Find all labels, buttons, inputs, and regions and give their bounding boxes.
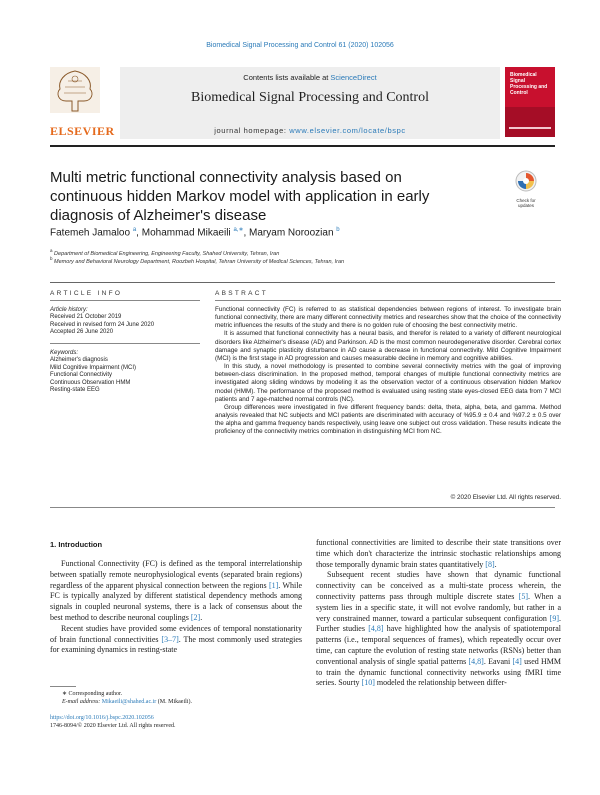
- homepage-label: journal homepage:: [214, 126, 287, 135]
- citation-link[interactable]: [4,8]: [468, 656, 484, 666]
- body-paragraph: [50, 559, 302, 624]
- citation-link[interactable]: [4,8]: [368, 624, 384, 634]
- body-paragraph: [316, 570, 561, 689]
- keyword: Functional Connectivity: [50, 372, 113, 379]
- body-paragraph: [50, 624, 302, 656]
- check-updates-line1: Check for: [516, 198, 536, 203]
- keyword: Alzheimer's diagnosis: [50, 357, 108, 364]
- body-text: . While FC is typically analyzed by different statistical dependency methods among signals in coupled neuronal systems, there is a lack of consensus about the best method to describe neuronal couplings: [50, 580, 302, 622]
- citation-link[interactable]: [9]: [549, 613, 559, 623]
- body-text: modeled the relationship between differ-: [374, 678, 507, 688]
- affiliation-marker: a: [50, 248, 53, 253]
- history-item: Received 21 October 2019: [50, 314, 122, 321]
- check-for-updates-icon: [515, 170, 537, 192]
- body-paragraph: [316, 538, 561, 570]
- cover-title: Biomedical Signal Processing and Control: [510, 72, 548, 96]
- corresponding-author-note: ∗ Corresponding author.: [62, 691, 123, 697]
- email-footnote: [62, 698, 312, 706]
- body-text: Functional Connectivity (FC) is defined as the temporal interrelationship between spatially remote neurophysiological events (separated brain regions) regardless of the apparent physical connection between the regions: [50, 559, 302, 590]
- body-text: .: [200, 612, 203, 622]
- email-link[interactable]: Mikaeili@shahed.ac.ir: [101, 699, 157, 705]
- keywords-block: [50, 350, 200, 394]
- sciencedirect-link[interactable]: ScienceDirect: [330, 73, 377, 82]
- author-name[interactable]: Mohammad Mikaeili: [141, 227, 231, 239]
- abstract-heading: ABSTRACT: [215, 290, 269, 297]
- body-text: .: [494, 559, 497, 569]
- doi-text[interactable]: https://doi.org/10.1016/j.bspc.2020.102056: [50, 715, 154, 721]
- abstract-rule: [215, 300, 561, 301]
- body-text: used HMM to train the dynamic functional connectivity networks using fMRI time series. Sourty: [316, 656, 561, 688]
- body-text: . When a system lies in a specific state, it will not evolve randomly, but rather in a very constrained manner, toward a particular subsequent configuration: [316, 591, 562, 623]
- abstract-paragraph: Functional connectivity (FC) is referred to as statistical dependencies between regions of interest. To investigate brain functional connectivity, there are many different connectivity metrics and researches show that the choice of the connectivity metric influences the results of the study and there is no golden rule of choosing the best connectivity metric.: [215, 306, 561, 330]
- body-text: . Further studies: [316, 613, 561, 634]
- elsevier-wordmark: ELSEVIER: [50, 124, 115, 138]
- cover-band: [505, 107, 555, 137]
- abstract-paragraph: It is assumed that functional connectivity has a neural basis, and therefor is related to a variety of different neurological disorders like Alzheimer's disease (AD) and Parkinson. AD is the most common neurodegenerative disorder. Cerebral cortex damage and synaptic plasticity disturbance in AD cause a decrease in functional connectivity. Mild Cognitive Impairment (MCI) is the first stage in AD progression and causes measurable decline in memory and cognitive abilities.: [215, 330, 561, 362]
- keyword: Mild Cognitive Impairment (MCI): [50, 364, 137, 371]
- email-owner: (M. Mikaeili).: [157, 699, 192, 705]
- article-info-rule: [50, 300, 200, 301]
- body-text: have highlighted how the analysis of spatiotemporal patterns (i.e., temporal sequences of frames), which repeatedly occur over time, can capture the evolution of resting state networks (RSNs) better than conventional analysis of single spatial patterns: [316, 624, 561, 666]
- footnote-rule: [50, 686, 76, 687]
- citation-link[interactable]: [4]: [512, 656, 522, 666]
- email-label: E-mail address:: [62, 699, 101, 705]
- homepage-link[interactable]: www.elsevier.com/locate/bspc: [289, 126, 406, 135]
- article-title: Multi metric functional connectivity analysis based on continuous hidden Markov model with application in early diagnosis of Alzheimer's disease: [50, 169, 430, 224]
- keyword: Continuous Observation HMM: [50, 379, 131, 386]
- body-column-right: [316, 538, 561, 689]
- affiliation: [50, 256, 555, 265]
- journal-cover-image: [505, 67, 555, 137]
- author-affiliation-marker[interactable]: b: [336, 227, 340, 233]
- author-name[interactable]: Fatemeh Jamaloo: [50, 227, 131, 239]
- abstract-bottom-rule: [50, 507, 555, 508]
- elsevier-tree-icon: [50, 67, 100, 113]
- history-item: Received in revised form 24 June 2020: [50, 321, 155, 328]
- section-heading-introduction: 1. Introduction: [50, 540, 103, 549]
- body-text: functional connectivities are limited to describe their state transitions over time which don't characterize the intrinsic stochastic relationships among those temporally dynamic brain states quantitatively: [316, 538, 561, 569]
- copyright-notice: © 2020 Elsevier Ltd. All rights reserved.: [450, 494, 561, 501]
- info-divider: [50, 343, 200, 344]
- citation-link[interactable]: [1]: [268, 580, 279, 590]
- affiliation-text: Department of Biomedical Engineering, Engineering Faculty, Shahed University, Tehran, Iran: [54, 250, 280, 257]
- contents-prefix: Contents lists available at: [243, 73, 329, 82]
- affiliation-text: Memory and Behavioral Neurology Department, Roozbeh Hospital, Tehran University of Medical Sciences, Tehran, Iran: [54, 258, 345, 265]
- body-text: Subsequent recent studies have shown that dynamic functional connectivity can be conceived as a multi-state process wherein, the connectivity patterns pass through multiple discrete states: [316, 570, 561, 601]
- abstract-paragraph: Group differences were investigated in five different frequency bands: delta, theta, alpha, beta, and gamma. Method analysis revealed that NC subjects and MCI patients are discriminated with accuracy of %95.9 ± 0.4 and %97.2 ± 0.5 over the alpha and gamma frequency bands respectively, using leave one subject out cross validation. These results indicate the proficiency of the connectivity metrics combination in distinguishing MCI from NC.: [215, 403, 561, 436]
- doi-link[interactable]: [50, 714, 300, 722]
- body-text: Recent studies have provided some evidences of temporal nonstationarity of brain functional connectivities: [50, 623, 302, 644]
- elsevier-logo: [50, 67, 114, 137]
- author-name[interactable]: Maryam Noroozian: [249, 227, 334, 239]
- body-column-left: [50, 559, 302, 656]
- section-divider: [50, 282, 555, 283]
- header-divider: [50, 145, 555, 147]
- citation-link[interactable]: [2]: [190, 612, 201, 622]
- body-text: . Eavani: [483, 656, 513, 666]
- abstract-body: [215, 306, 561, 437]
- issn-line: 1746-8094/© 2020 Elsevier Ltd. All rights reserved.: [50, 723, 176, 729]
- abstract-paragraph: In this study, a novel methodology is presented to combine several connectivity metrics with the goal of improving between-class discrimination. In the proposed method, temporal changes of multiple functional connectivity metrics are investigated along sliding windows by modeling it as the observation vector of a continuous observation hidden Markov model (HMM). The performance of the proposed method is evaluated using resting state eyes-closed EEG data from 7 MCI patients and 7 age-matched normal controls (NC).: [215, 363, 561, 403]
- affiliation-marker: b: [50, 256, 53, 261]
- author-list: Fatemeh Jamaloo $^a$, Mohammad Mikaeili $^{a,∗}$, Maryam Noroozian $^b$: [50, 227, 340, 239]
- check-for-updates-button[interactable]: [505, 170, 547, 210]
- journal-title: Biomedical Signal Processing and Control: [191, 90, 429, 105]
- article-history: [50, 307, 200, 337]
- keywords-label: Keywords:: [50, 350, 79, 356]
- citation-link[interactable]: [5]: [518, 591, 528, 601]
- journal-reference[interactable]: Biomedical Signal Processing and Control 61 (2020) 102056: [206, 42, 394, 49]
- author-affiliation-marker[interactable]: a: [132, 227, 137, 233]
- keyword: Resting-state EEG: [50, 387, 100, 394]
- citation-link[interactable]: [10]: [361, 678, 375, 688]
- body-text: . The most commonly used strategies for examining dynamics in resting-state: [50, 634, 303, 655]
- cover-stripe: [509, 127, 551, 129]
- history-item: Accepted 26 June 2020: [50, 329, 114, 336]
- homepage-line: [120, 126, 500, 135]
- article-info-heading: ARTICLE INFO: [50, 290, 123, 297]
- citation-link[interactable]: [3–7]: [161, 634, 179, 644]
- check-updates-line2: updates: [517, 203, 534, 208]
- history-label: Article history:: [50, 307, 88, 313]
- author-affiliation-marker[interactable]: a,∗: [233, 227, 244, 233]
- contents-line: [120, 73, 500, 82]
- citation-link[interactable]: [8]: [485, 559, 495, 569]
